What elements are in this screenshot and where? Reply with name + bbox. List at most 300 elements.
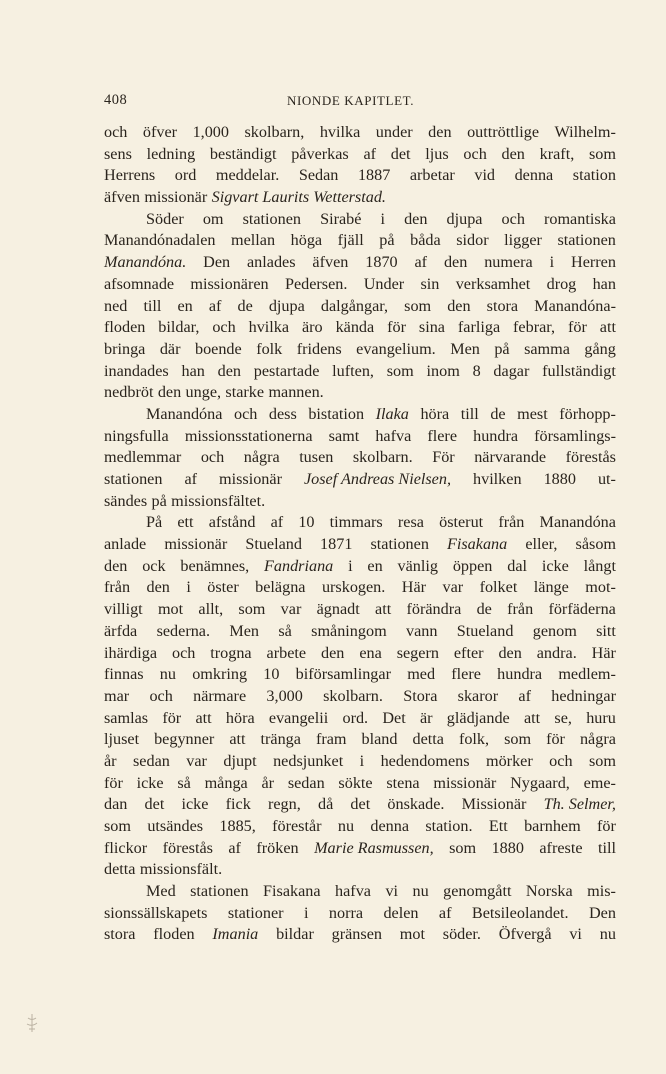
word: i [380, 209, 386, 228]
word: att [375, 600, 392, 619]
word: Manandónadalen [104, 231, 216, 250]
word: i [359, 751, 365, 770]
text-line [104, 339, 616, 361]
word: station. [425, 817, 473, 835]
word: med [407, 665, 436, 684]
word: samma [524, 339, 570, 358]
text-line [104, 296, 616, 318]
word: unge, [185, 383, 222, 402]
word: farliga [457, 318, 501, 337]
word: af [518, 686, 531, 705]
word: på [494, 339, 510, 358]
word: inom [426, 361, 460, 380]
word: höga [290, 231, 323, 250]
word: som [449, 838, 477, 857]
word: Stueland [456, 621, 514, 640]
word: af [363, 144, 377, 163]
word: är [419, 708, 433, 727]
word: önskade. [387, 795, 445, 814]
word: höra [420, 404, 450, 423]
word: huru [586, 708, 616, 727]
word: skolbarn. [323, 686, 383, 705]
word: af [184, 470, 198, 488]
word: pestartade [253, 361, 320, 380]
word: numera [484, 253, 533, 272]
text-line [104, 252, 616, 274]
word: icke [181, 795, 209, 814]
italic-name: Fisakana [447, 535, 508, 554]
word: att [195, 708, 212, 727]
word: om [202, 209, 224, 228]
text-line [104, 924, 616, 946]
word: ihärdiga [104, 643, 158, 662]
word: romantiska [543, 209, 616, 228]
word: glädjande [446, 708, 510, 727]
word: missionär [144, 188, 208, 207]
word: ord. [342, 708, 369, 727]
word: nedsjunket [273, 751, 344, 770]
word: det [144, 795, 165, 814]
word: stena [386, 773, 420, 792]
word: sökte [338, 773, 373, 792]
word: missionsstationerna [184, 426, 313, 445]
italic-name: Ilaka [375, 404, 409, 423]
word: trogna [210, 643, 252, 662]
word: missionsfält. [139, 860, 223, 879]
word: dagar [493, 361, 530, 380]
word: så [177, 773, 191, 792]
word: Betsileolandet. [471, 903, 569, 922]
word: mot [399, 925, 425, 944]
word: många [204, 773, 248, 792]
word: ägnadt [316, 600, 360, 619]
word: inandades [104, 361, 169, 380]
word: bland [361, 730, 398, 749]
word: till [460, 404, 479, 423]
word: detta [104, 860, 136, 879]
word: på [151, 491, 167, 510]
word: och [501, 209, 525, 228]
word: förfäderna [548, 600, 616, 619]
word: belägna [255, 578, 306, 597]
word: folk [256, 339, 283, 358]
word: icke [541, 556, 569, 575]
running-header [104, 92, 616, 109]
text-line [104, 686, 616, 708]
word: 10 [298, 513, 315, 532]
word: omkring [192, 665, 248, 684]
word: de [237, 296, 253, 315]
word: som [588, 751, 616, 770]
word: under [375, 123, 413, 141]
text-line [104, 209, 616, 231]
text-line [104, 838, 616, 860]
word: beständigt [209, 144, 277, 163]
text-line [104, 794, 616, 816]
word: evangelium. [356, 339, 436, 358]
word: flere [427, 426, 458, 445]
word: genomgått [443, 882, 512, 901]
word: 1880 [543, 470, 576, 488]
word: 1870 [365, 253, 398, 272]
text-line [104, 773, 616, 795]
word: På [146, 513, 163, 532]
word: från [498, 513, 525, 532]
word: Manandóna- [534, 296, 616, 315]
word: att [523, 708, 541, 727]
word: ljus [425, 144, 449, 163]
word: närvarande [474, 448, 547, 467]
text-line [104, 404, 616, 426]
word: den [428, 123, 452, 141]
word: i [348, 556, 353, 575]
word: 1887 [357, 166, 391, 185]
word: Pedersen. [284, 274, 348, 293]
word: Stora [403, 686, 438, 705]
word: Herren [571, 253, 616, 272]
word: Wilhelm- [554, 123, 616, 141]
word: vänlig [397, 556, 438, 575]
text-line [104, 903, 616, 925]
word: Här [591, 643, 616, 662]
word: Öfvergå [498, 925, 552, 944]
word: För [432, 448, 455, 467]
word: ljuset [104, 730, 140, 749]
word: närmare [193, 686, 247, 705]
word: stationer [227, 903, 284, 922]
word: anlades [247, 253, 296, 272]
word: djupa [446, 209, 483, 228]
word: arbetar [409, 166, 455, 185]
word: stationen [370, 535, 429, 554]
word: år [104, 751, 117, 770]
word: förändra [406, 600, 462, 619]
text-line [104, 664, 616, 686]
word: äro [301, 318, 323, 337]
word: hvilken [473, 470, 522, 488]
word: Men [229, 621, 260, 640]
word: till [143, 296, 162, 315]
word: arbete [266, 643, 307, 662]
word: sedan [287, 773, 325, 792]
word: hedningar [551, 686, 616, 705]
word: den [104, 556, 128, 575]
word: stationen [557, 231, 616, 250]
word: påverkas [291, 144, 349, 163]
word: den [321, 643, 345, 662]
word: Söder [146, 209, 184, 228]
word: mar [104, 686, 130, 705]
word: nu [599, 925, 616, 944]
word: bringa [104, 339, 146, 358]
word: för [104, 773, 123, 792]
word: nu [412, 882, 429, 901]
word: 1871 [320, 535, 353, 554]
word: där [159, 339, 181, 358]
word: drog [546, 274, 577, 293]
word: norra [328, 903, 364, 922]
word: han [181, 361, 205, 380]
word: afstånd [208, 513, 256, 532]
word: tusen [299, 448, 334, 467]
text-line [104, 881, 616, 903]
italic-name: Sigvart Laurits Wetterstad. [211, 188, 386, 207]
word: var [186, 751, 207, 770]
word: som [238, 600, 266, 619]
word: hvilka [319, 123, 361, 141]
library-stamp-icon [24, 1012, 40, 1034]
word: den [501, 144, 525, 163]
word: sionssällskapets [104, 903, 208, 922]
word: mot- [585, 578, 616, 597]
word: församlings- [534, 426, 616, 445]
italic-name: Fandriana [264, 556, 334, 575]
chapter-title: NIONDE KAPITLET. [287, 93, 415, 108]
word: stora [104, 925, 136, 944]
word: folk, [458, 730, 490, 749]
word: ledning [146, 144, 196, 163]
text-line [104, 534, 616, 556]
word: stationen [104, 470, 163, 488]
italic-name: Josef Andreas Nielsen, [303, 470, 451, 488]
word: begynner [154, 730, 215, 749]
word: ena [359, 643, 382, 662]
word: luften, [332, 361, 374, 380]
word: benämnes, [180, 556, 250, 575]
word: för [597, 817, 616, 835]
word: afreste [539, 838, 583, 857]
word: den [217, 361, 242, 380]
text-line [104, 426, 616, 448]
word: missionär [219, 470, 282, 488]
word: österut [439, 513, 484, 532]
word: Missionär [461, 795, 527, 814]
word: stationen [242, 209, 302, 228]
word: allt, [198, 600, 224, 619]
word: den [443, 253, 468, 272]
word: då [317, 795, 334, 814]
text-line [104, 643, 616, 665]
word: ord [174, 166, 197, 185]
word: den [498, 643, 522, 662]
word: Här [401, 578, 427, 597]
word: sändes [104, 491, 148, 510]
word: sidor [456, 231, 489, 250]
word: ock [142, 556, 166, 575]
word: medlem- [558, 665, 616, 684]
word: Det [382, 708, 406, 727]
word: 3,000 [266, 686, 303, 705]
word: samt [328, 426, 360, 445]
word: dess [268, 404, 297, 423]
word: höra [225, 708, 255, 727]
word: hafva [335, 882, 371, 901]
word: mellan [231, 231, 276, 250]
word: Sedan [298, 166, 339, 185]
word: för [387, 318, 406, 337]
word: sin [420, 274, 440, 293]
word: Ett [488, 817, 508, 835]
word: på [379, 231, 395, 250]
word: boende [194, 339, 242, 358]
word: 1,000 [192, 123, 229, 141]
word: Manandóna [146, 404, 223, 423]
word: vid [474, 166, 496, 185]
word: Herrens [104, 166, 156, 185]
word: i [303, 903, 309, 922]
word: vi [569, 925, 582, 944]
word: att [599, 318, 616, 337]
word: Men [450, 339, 480, 358]
word: förestås [162, 838, 213, 857]
word: skolbarn, [244, 123, 305, 141]
word: båda [410, 231, 441, 250]
text-line [104, 187, 616, 209]
word: tränga [260, 730, 301, 749]
word: Stueland [245, 535, 302, 554]
word: och [104, 123, 128, 141]
word: stationen [190, 882, 249, 901]
word: mot [157, 600, 184, 619]
italic-name: Imania [212, 925, 259, 944]
word: dal [507, 556, 527, 575]
word: nu [337, 817, 355, 835]
word: småningom [311, 621, 387, 640]
text-line [104, 512, 616, 534]
word: finnas [104, 665, 144, 684]
word: denna [370, 817, 410, 835]
word: den [146, 578, 170, 597]
word: Med [146, 882, 176, 901]
word: missionär [164, 535, 228, 554]
word: afsomnade [104, 274, 175, 293]
word: i [186, 578, 191, 597]
word: de [476, 600, 492, 619]
word: Sirabé [320, 209, 362, 228]
word: ned [104, 296, 128, 315]
word: delen [383, 903, 419, 922]
word: andra. [536, 643, 577, 662]
text-line [104, 122, 616, 144]
word: station [572, 166, 616, 185]
word: anlade [104, 535, 147, 554]
word: förestås [565, 448, 616, 467]
word: dalgångar, [320, 296, 389, 315]
word: år [261, 773, 275, 792]
word: denna [514, 166, 554, 185]
text-line [104, 469, 616, 491]
word: samlas [104, 708, 149, 727]
word: som [104, 817, 131, 835]
word: han [592, 274, 616, 293]
word: såsom [575, 535, 616, 554]
italic-name: Th. Selmer, [543, 795, 616, 814]
word: biförsamlingar [295, 665, 391, 684]
word: fick [225, 795, 251, 814]
word: nu [159, 665, 176, 684]
word: så [278, 621, 292, 640]
word: skolbarn. [352, 448, 413, 467]
text-line [104, 382, 616, 404]
word: äfven [312, 253, 349, 272]
word: och [200, 448, 225, 467]
word: medlemmar [104, 448, 182, 467]
word: ärfda [104, 621, 138, 640]
word: utsändes [147, 817, 204, 835]
word: mest [517, 404, 548, 423]
word: af [208, 296, 222, 315]
word: som [588, 144, 616, 163]
word: eller, [525, 535, 558, 554]
word: och [233, 404, 258, 423]
word: stora [486, 296, 519, 315]
text-line [104, 751, 616, 773]
word: flickor [104, 838, 148, 857]
word: missionären [190, 274, 269, 293]
word: febrar, [513, 318, 556, 337]
word: ut- [597, 470, 616, 488]
word: Norska [525, 882, 573, 901]
word: Den [203, 253, 231, 272]
word: af [414, 253, 428, 272]
word: och [549, 751, 573, 770]
word: meddelar. [215, 166, 280, 185]
word: icke [136, 773, 164, 792]
word: gränsen [331, 925, 382, 944]
text-line [104, 729, 616, 751]
word: af [270, 513, 284, 532]
word: söder. [442, 925, 481, 944]
word: hundra [473, 426, 519, 445]
word: en [367, 556, 383, 575]
word: hvilka [248, 318, 290, 337]
word: evangelii [268, 708, 329, 727]
word: sina [418, 318, 445, 337]
page-number: 408 [104, 92, 128, 108]
italic-name: Manandóna. [104, 253, 187, 272]
word: bistation [308, 404, 365, 423]
text-line [104, 577, 616, 599]
word: förhopp- [559, 404, 616, 423]
word: af [228, 838, 241, 857]
word: efter [453, 643, 484, 662]
body-text [104, 122, 616, 946]
word: som [404, 296, 432, 315]
word: för [546, 730, 565, 749]
word: öfver [142, 123, 178, 141]
text-line [104, 361, 616, 383]
word: hundra [497, 665, 543, 684]
text-line [104, 317, 616, 339]
text-line [104, 447, 616, 469]
word: var [280, 600, 302, 619]
word: den [157, 383, 182, 402]
word: djupt [223, 751, 257, 770]
word: att [229, 730, 246, 749]
word: skaror [457, 686, 499, 705]
word: som [504, 730, 532, 749]
word: flere [451, 665, 481, 684]
word: öster [207, 578, 239, 597]
word: hafva [375, 426, 412, 445]
word: dan [104, 795, 128, 814]
word: missionsfältet. [171, 491, 266, 510]
italic-name: Marie Rasmussen, [314, 838, 434, 857]
word: och [171, 643, 196, 662]
text-line [104, 556, 616, 578]
word: mis- [587, 882, 616, 901]
word: barnhem [524, 817, 581, 835]
